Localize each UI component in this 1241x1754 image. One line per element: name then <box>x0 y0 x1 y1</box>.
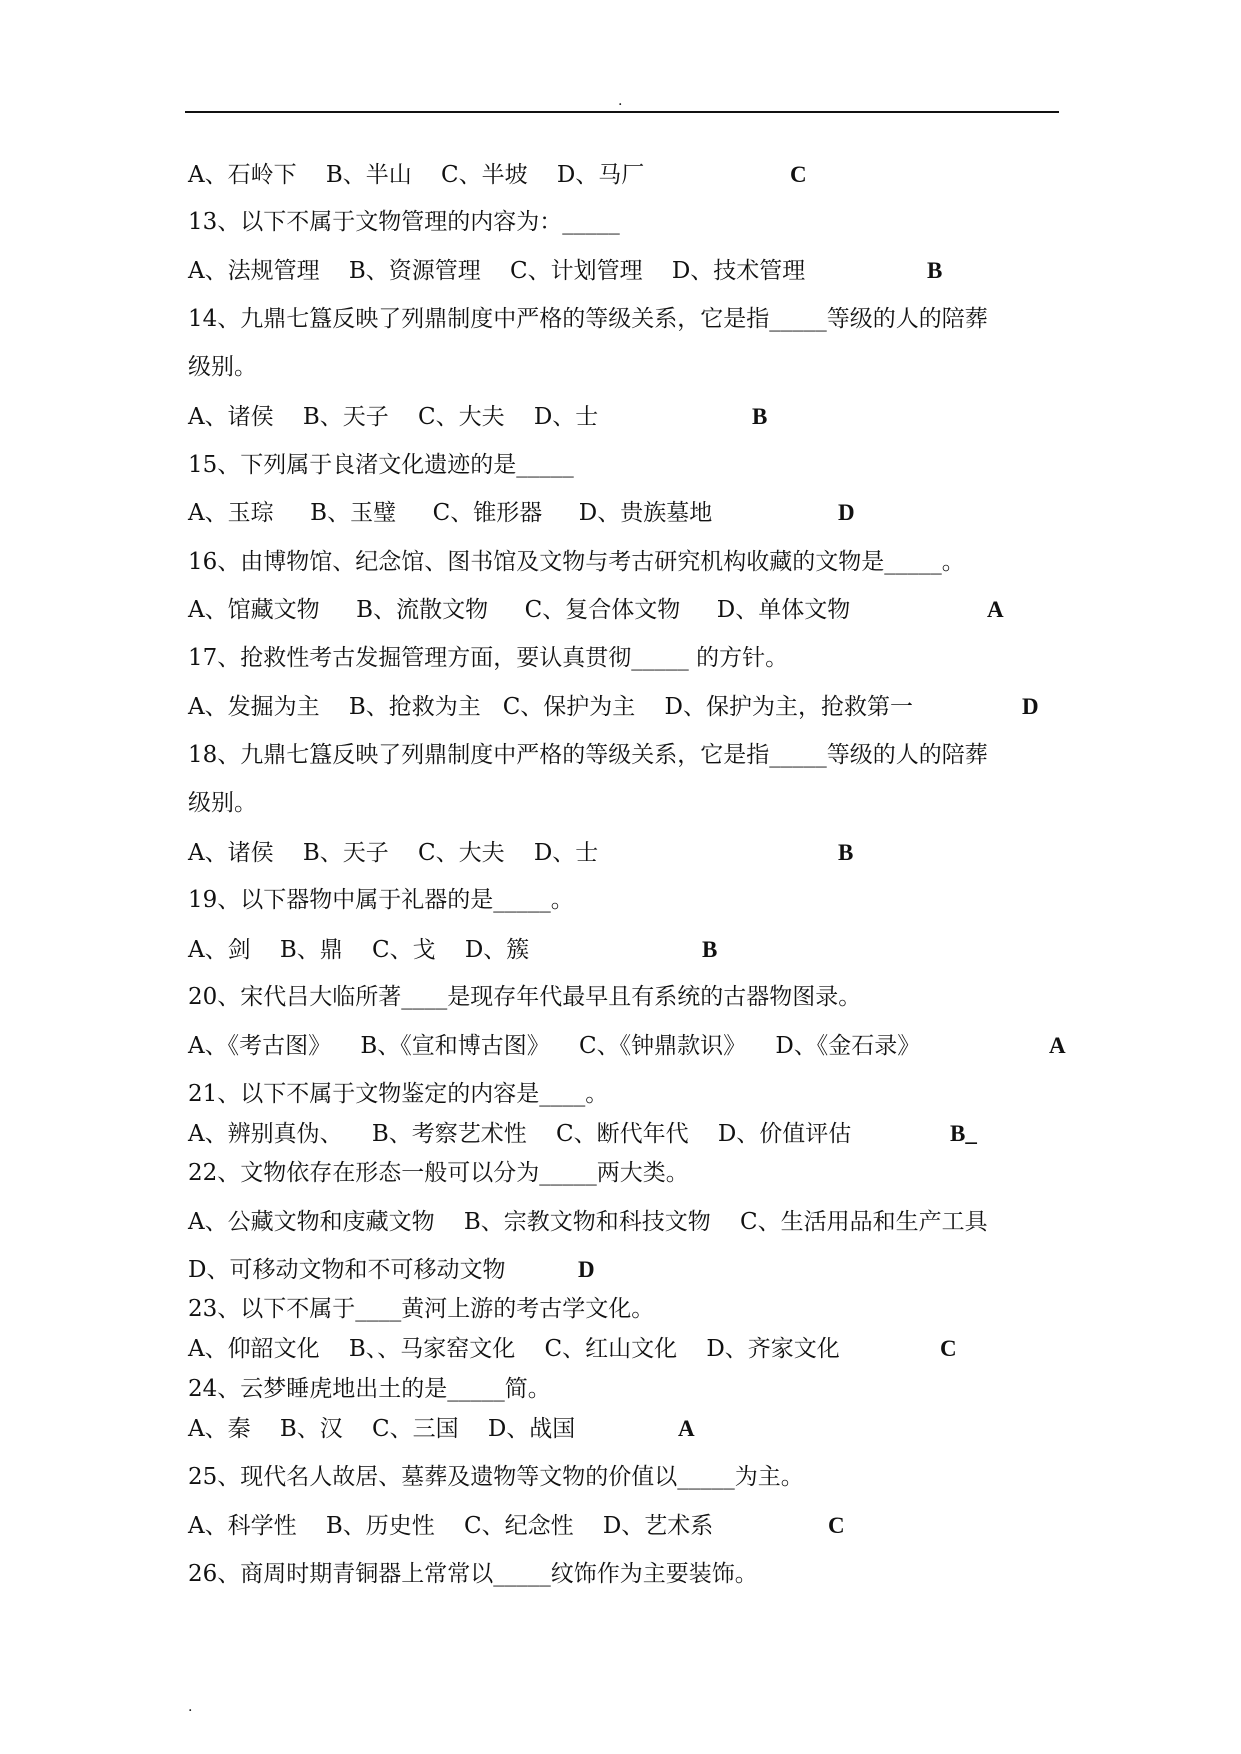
question-line: 24、云梦睡虎地出土的是_____简。 <box>188 1376 551 1402</box>
answer: B <box>702 937 718 962</box>
answer: C <box>828 1513 845 1538</box>
question-line: 23、以下不属于____黄河上游的考古学文化。 <box>188 1296 655 1322</box>
option-line: A、科学性 B、历史性 C、纪念性 D、艺术系 <box>188 1513 714 1539</box>
option-line: A、馆藏文物 B、流散文物 C、复合体文物 D、单体文物 <box>188 597 851 623</box>
question-line: 25、现代名人故居、墓葬及遗物等文物的价值以_____为主。 <box>188 1464 804 1490</box>
answer: B_ <box>950 1121 977 1146</box>
option-line: A、发掘为主 B、抢救为主 C、保护为主 D、保护为主，抢救第一 <box>188 694 913 720</box>
option-line: A、法规管理 B、资源管理 C、计划管理 D、技术管理 <box>188 258 806 284</box>
question-line: 18、九鼎七簋反映了列鼎制度中严格的等级关系，它是指_____等级的人的陪葬 <box>188 742 988 768</box>
option-line: A、诸侯 B、天子 C、大夫 D、士 <box>188 404 599 430</box>
option-line: A、仰韶文化 B、、马家窑文化 C、红山文化 D、齐家文化 <box>188 1336 840 1362</box>
question-line: 16、由博物馆、纪念馆、图书馆及文物与考古研究机构收藏的文物是_____。 <box>188 549 965 575</box>
question-line: 17、抢救性考古发掘管理方面，要认真贯彻_____ 的方针。 <box>188 645 789 671</box>
answer: A <box>987 597 1004 622</box>
question-line: 20、宋代吕大临所著____是现存年代最早且有系统的古器物图录。 <box>188 984 862 1010</box>
question-line: 19、以下器物中属于礼器的是_____。 <box>188 887 574 913</box>
option-line: A、《考古图》 B、《宣和博古图》 C、《钟鼎款识》 D、《金石录》 <box>188 1033 921 1059</box>
answer: B <box>752 404 768 429</box>
answer: A <box>678 1416 695 1441</box>
answer: C <box>790 162 807 187</box>
question-line: 22、文物依存在形态一般可以分为_____两大类。 <box>188 1160 689 1186</box>
option-line: A、公藏文物和庋藏文物 B、宗教文物和科技文物 C、生活用品和生产工具 <box>188 1209 988 1235</box>
option-line: D、可移动文物和不可移动文物 <box>188 1257 506 1283</box>
header-dot: . <box>618 93 623 109</box>
header-rule <box>185 111 1059 113</box>
answer: B <box>838 840 854 865</box>
option-line: A、秦 B、汉 C、三国 D、战国 <box>188 1416 576 1442</box>
answer: D <box>1022 694 1039 719</box>
answer: C <box>940 1336 957 1361</box>
question-line: 26、商周时期青铜器上常常以_____纹饰作为主要装饰。 <box>188 1561 758 1587</box>
option-line: A、诸侯 B、天子 C、大夫 D、士 <box>188 840 599 866</box>
answer: B <box>927 258 943 283</box>
question-line: 级别。 <box>188 354 257 380</box>
footer-dot: . <box>188 1699 193 1715</box>
question-line: 13、以下不属于文物管理的内容为：_____ <box>188 209 620 235</box>
option-line: A、石岭下 B、半山 C、半坡 D、马厂 <box>188 162 645 188</box>
answer: A <box>1049 1033 1066 1058</box>
question-line: 21、以下不属于文物鉴定的内容是____。 <box>188 1081 609 1107</box>
answer: D <box>838 500 855 525</box>
question-line: 15、下列属于良渚文化遗迹的是_____ <box>188 452 574 478</box>
question-line: 14、九鼎七簋反映了列鼎制度中严格的等级关系，它是指_____等级的人的陪葬 <box>188 306 988 332</box>
question-line: 级别。 <box>188 790 257 816</box>
option-line: A、剑 B、鼎 C、戈 D、簇 <box>188 937 530 963</box>
option-line: A、玉琮 B、玉璧 C、锥形器 D、贵族墓地 <box>188 500 713 526</box>
answer: D <box>578 1257 595 1282</box>
option-line: A、辨别真伪、 B、考察艺术性 C、断代年代 D、价值评估 <box>188 1121 852 1147</box>
